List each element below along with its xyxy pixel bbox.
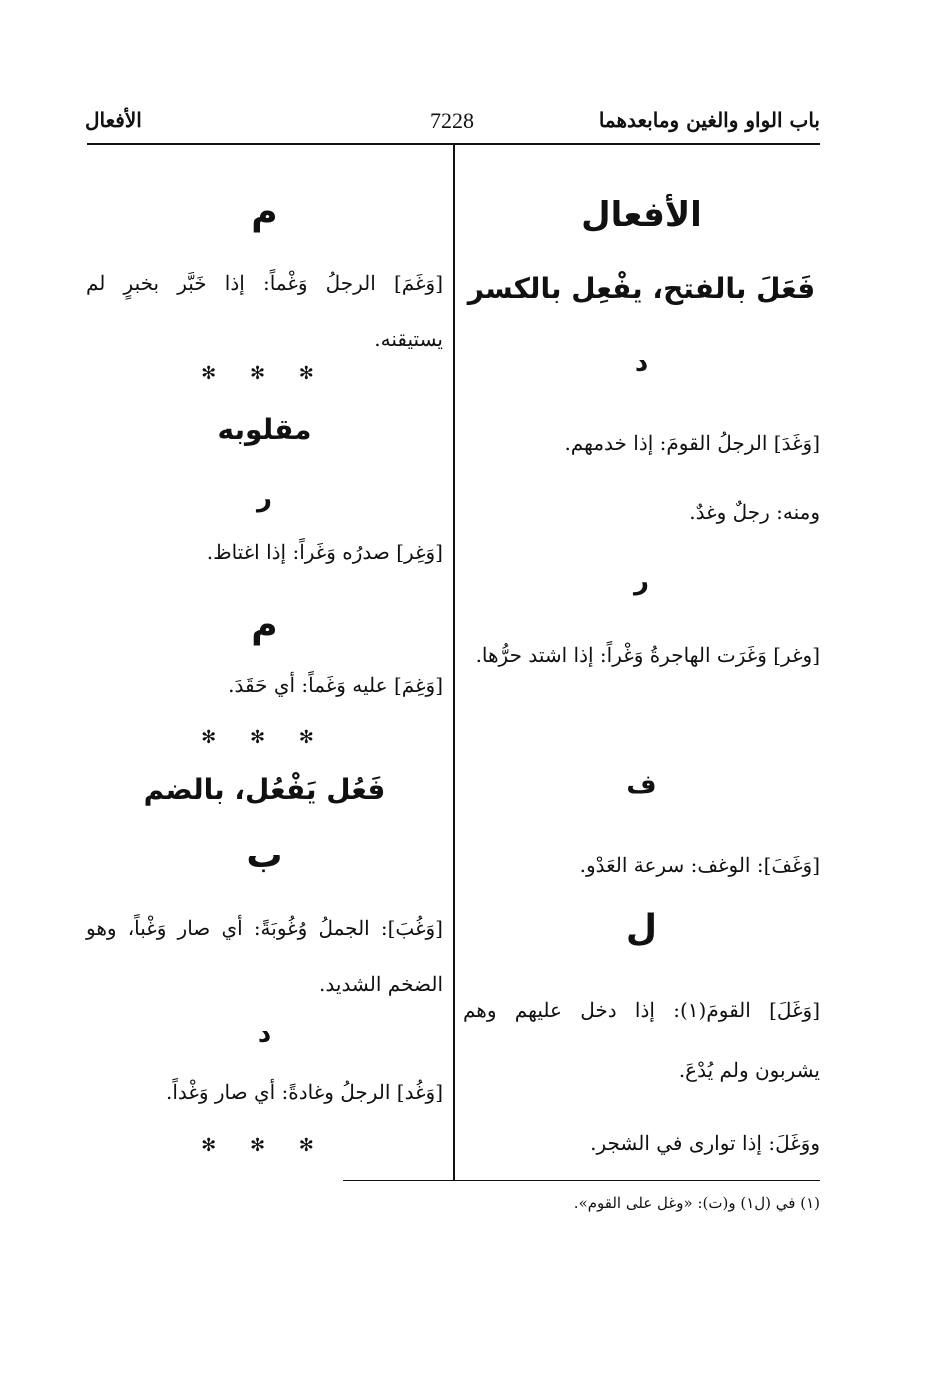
section-title: الأفعال [581, 195, 702, 235]
entry-waghada: [وَغَدَ] الرجلُ القومَ: إذا خدمهم. [564, 431, 820, 455]
separator-stars-2: ✻ ✻ ✻ [201, 727, 328, 748]
entry-waghima: [وَغِمَ] عليه وَغَماً: أي حَقَدَ. [228, 673, 443, 697]
faul-subtitle: فَعُل يَفْعُل، بالضم [143, 773, 386, 806]
letter-heading-d: د [257, 1019, 272, 1049]
entry-waghira: [وَغِر] صدرُه وَغَراً: إذا اغتاظ. [206, 540, 443, 564]
letter-heading-l: ل [625, 908, 658, 949]
separator-stars-1: ✻ ✻ ✻ [201, 363, 328, 384]
entry-waghala-tawara: ووَغَلَ: إذا توارى في الشجر. [590, 1131, 820, 1155]
letter-heading-r: ر [257, 483, 272, 513]
maqlub-subtitle: مقلوبه [217, 413, 312, 446]
section-subtitle: فَعَلَ بالفتح، يفْعِل بالكسر [467, 272, 816, 305]
entry-waghara: [وغر] وَغَرَت الهاجرةُ وَغْراً: إذا اشتد حرُّها. [475, 643, 820, 667]
entry-waghafa: [وَغَفَ]: الوغف: سرعة العَدْو. [579, 853, 820, 877]
entry-waghuba: [وَغُبَ]: الجملُ وُغُوبَةً: أي صار وَغْباً، وهو الضخم الشديد. [86, 916, 443, 996]
letter-heading-d: د [634, 348, 649, 378]
letter-heading-m-1: م [251, 192, 278, 233]
letter-heading-r: ر [634, 566, 649, 596]
running-header-section: باب الواو والغين ومابعدهما [598, 108, 820, 132]
letter-heading-f: ف [626, 770, 657, 800]
entry-waghuda: [وَغُد] الرجلُ وغادةً: أي صار وَغْداً. [165, 1080, 443, 1104]
footnote: (١) في (ل١) و(ت): «وغل على القوم». [573, 1194, 820, 1212]
running-header-category: الأفعال [85, 108, 142, 132]
entry-waghama: [وَغَمَ] الرجلُ وَغْماً: إذا خَبَّر بخبرٍ لم يستيقنه. [86, 271, 443, 351]
entry-waghala: [وَغَلَ] القومَ(١): إذا دخل عليهم وهم يشربون ولم يُدْعَ. [463, 998, 820, 1082]
column-divider [453, 145, 455, 1181]
letter-heading-m-2: م [251, 605, 278, 646]
entry-waghd-derivative: ومنه: رجلٌ وغدٌ. [689, 500, 820, 524]
footnote-rule [343, 1180, 820, 1181]
separator-stars-3: ✻ ✻ ✻ [201, 1135, 328, 1156]
letter-heading-b: ب [246, 835, 283, 876]
page-number: 7228 [430, 108, 474, 133]
